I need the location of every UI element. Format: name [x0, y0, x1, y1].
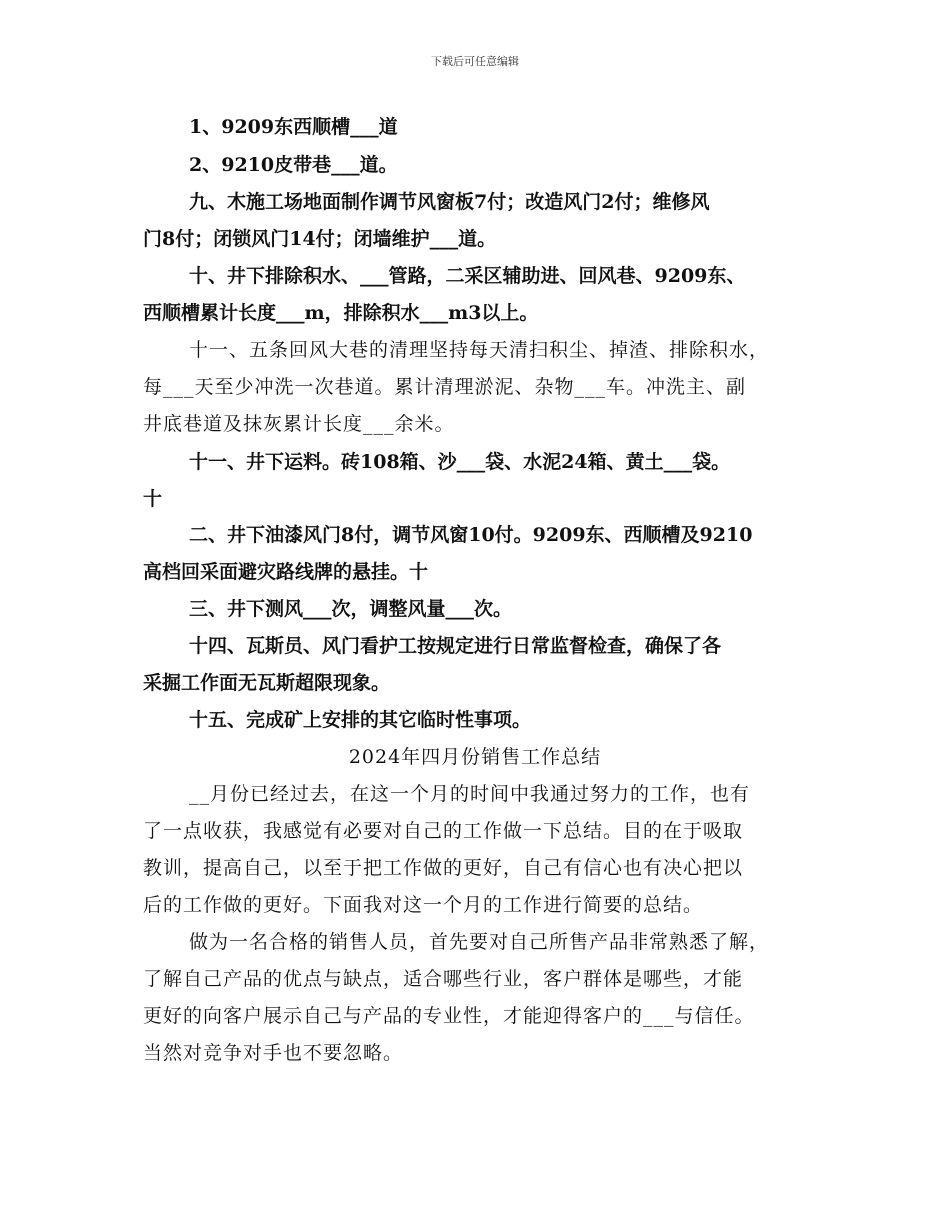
page-header: 下载后可任意编辑	[431, 55, 519, 68]
text-line: 九、木施工场地面制作调节风窗板7付；改造风门2付；维修风	[189, 191, 710, 213]
text-line: 教训，提高自己，以至于把工作做的更好，自己有信心也有决心把以	[143, 857, 744, 879]
text-line: 门8付；闭锁风门14付；闭墙维护___道。	[143, 228, 497, 250]
text-line: 十	[143, 488, 163, 510]
text-line: 做为一名合格的销售人员，首先要对自己所售产品非常熟悉了解，	[189, 931, 770, 953]
text-line: 十四、瓦斯员、风门看护工按规定进行日常监督检查，确保了各	[189, 635, 722, 657]
text-line: __月份已经过去，在这一个月的时间中我通过努力的工作，也有	[189, 783, 751, 805]
text-line: 1、9209东西顺槽___道	[189, 116, 398, 138]
text-line: 当然对竞争对手也不要忽略。	[143, 1042, 404, 1064]
text-line: 采掘工作面无瓦斯超限现象。	[143, 672, 391, 694]
text-line: 井底巷道及抹灰累计长度___余米。	[143, 413, 455, 435]
text-line: 十、井下排除积水、___管路，二采区辅助进、回风巷、9209东、	[189, 265, 746, 287]
text-line: 后的工作做的更好。下面我对这一个月的工作进行简要的总结。	[143, 894, 704, 916]
text-line: 十一、井下运料。砖108箱、沙___袋、水泥24箱、黄土___袋。	[189, 451, 731, 473]
text-line: 高档回采面避灾路线牌的悬挂。十	[143, 561, 429, 583]
text-line: 十五、完成矿上安排的其它临时性事项。	[189, 709, 532, 731]
text-line: 十一、五条回风大巷的清理坚持每天清扫积尘、掉渣、排除积水，	[189, 339, 770, 361]
text-line: 更好的向客户展示自己与产品的专业性，才能迎得客户的___与信任。	[143, 1005, 755, 1027]
text-line: 了解自己产品的优点与缺点，适合哪些行业，客户群体是哪些，才能	[143, 968, 744, 990]
text-line: 二、井下油漆风门8付，调节风窗10付。9209东、西顺槽及9210	[189, 524, 753, 546]
text-line: 西顺槽累计长度___m，排除积水___m3以上。	[143, 302, 539, 324]
text-line: 了一点收获，我感觉有必要对自己的工作做一下总结。目的在于吸取	[143, 820, 744, 842]
text-line: 2、9210皮带巷___道。	[189, 154, 398, 176]
text-line: 三、井下测风___次，调整风量___次。	[189, 598, 513, 620]
text-line: 每___天至少冲洗一次巷道。累计清理淤泥、杂物___车。冲洗主、副	[143, 376, 747, 398]
summary-title: 2024年四月份销售工作总结	[348, 746, 602, 768]
